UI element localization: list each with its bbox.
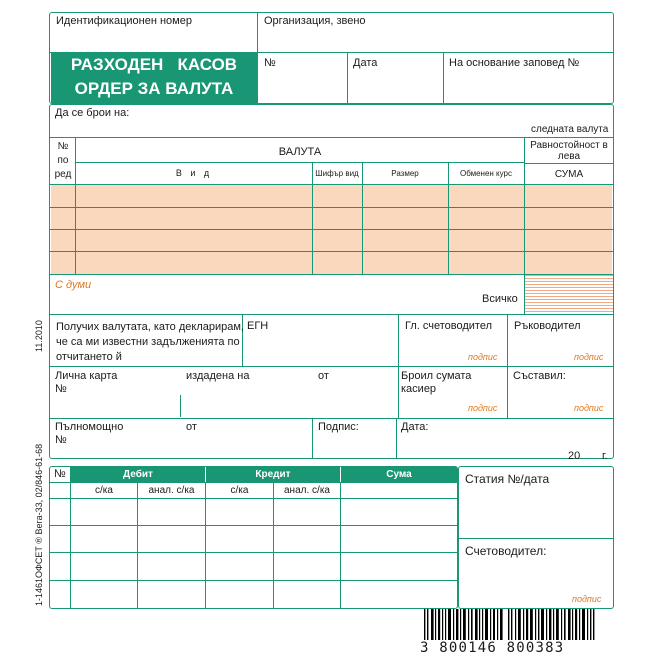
proxy-date-label: Дата:	[401, 421, 429, 433]
signature-chief-accountant: подпис	[468, 352, 498, 362]
equivalent-header: Равностойност в лева	[530, 140, 608, 162]
row-number-header: № по ред	[54, 141, 72, 180]
total-shaded-box	[525, 275, 613, 313]
document-title	[51, 53, 257, 103]
total-label: Всичко	[482, 293, 518, 305]
sign-label: Подпис:	[318, 421, 359, 433]
order-number-label: №	[264, 57, 276, 69]
accounting-no-header: №	[54, 468, 66, 480]
signature-manager: подпис	[574, 352, 604, 362]
proxy-from-label: от	[186, 421, 197, 433]
egn-label: ЕГН	[247, 320, 269, 332]
printer-text: 1-1461ОФСЕТ ® Вега-33, 02/846-61-68	[34, 443, 44, 606]
signature-cashier: подпис	[468, 403, 498, 413]
signature-accountant: подпис	[572, 594, 602, 604]
chief-accountant-label: Гл. счетоводител	[405, 320, 493, 332]
credit-header: Кредит	[255, 469, 291, 480]
credit-analytic-account: анал. с/ка	[284, 485, 330, 496]
issued-on-label: издадена на	[186, 370, 250, 382]
kind-header: В и д	[175, 168, 213, 178]
date-label: Дата	[353, 57, 378, 69]
debit-sub-account: с/ка	[95, 485, 113, 496]
title-line-1: РАЗХОДЕН КАСОВ	[70, 55, 238, 74]
manager-label: Ръководител	[514, 320, 581, 332]
credit-sub-account: с/ка	[230, 485, 249, 496]
basis-order-label: На основание заповед №	[449, 57, 580, 69]
debit-analytic-account: анал. с/ка	[148, 485, 195, 496]
pay-to-label: Да се брои на:	[55, 107, 130, 119]
year-prefix: 20	[568, 450, 581, 462]
proxy-label: Пълномощно №	[55, 421, 124, 446]
accountant-label: Счетоводител:	[465, 544, 547, 558]
signature-compiled-by: подпис	[574, 403, 604, 413]
declaration-text: Получих валутата, като декларирам, че са ми известни задълженията по отчитането й	[56, 321, 244, 363]
article-label: Статия №/дата	[465, 472, 550, 486]
title-line-2: ОРДЕР ЗА ВАЛУТА	[74, 79, 234, 98]
date-code-text: 11.2010	[34, 320, 44, 352]
barcode-digits: 3 800146 800383	[420, 640, 598, 656]
cipher-header: Шифър вид	[315, 169, 359, 178]
in-words-label: С думи	[55, 279, 92, 291]
organization-label: Организация, звено	[264, 15, 366, 27]
year-suffix: г.	[602, 450, 608, 462]
debit-header: Дебит	[123, 469, 153, 480]
currency-group-header: ВАЛУТА	[278, 146, 322, 158]
cashier-label: Броил сумата касиер	[401, 370, 472, 395]
id-card-label: Лична карта №	[55, 370, 118, 395]
sum-header: СУМА	[554, 169, 584, 180]
rate-header: Обменен курс	[459, 169, 513, 178]
amount-header: Размер	[391, 169, 419, 178]
issued-from-label: от	[318, 370, 329, 382]
compiled-by-label: Съставил:	[513, 370, 566, 382]
id-number-label: Идентификационен номер	[56, 15, 192, 27]
currency-note: следната валута	[531, 124, 609, 135]
sum-column-header: Сума	[386, 469, 412, 480]
